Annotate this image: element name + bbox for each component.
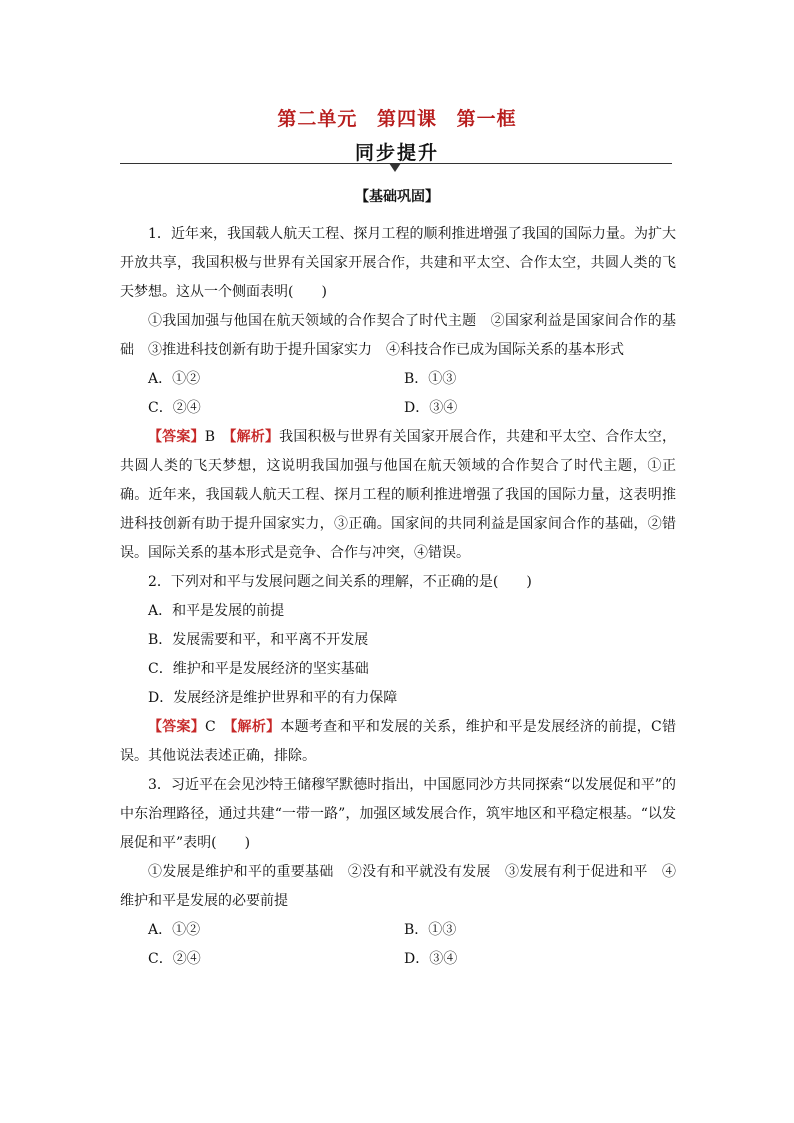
question-3-statements: ①发展是维护和平的重要基础 ②没有和平就没有发展 ③发展有利于促进和平 ④维护和平是发展的必要前提 (120, 864, 676, 909)
analysis-text: 我国积极与世界有关国家开展合作，共建和平太空、合作太空，共圆人类的飞天梦想，这说明我国加强与他国在航天领域的合作契合了时代主题，①正确。近年来，我国载人航天工程、探月工程的顺利推进增强了我国的国际力量，这表明推进科技创新有助于提升国家实力，③正确。国家间的共同利益是国家间合作的基础，②错误。国际关系的基本形式是竞争、合作与冲突，④错误。 (120, 429, 677, 561)
analysis-tag: 【解析】 (230, 719, 281, 735)
section-label: 【基础巩固】 (355, 189, 439, 205)
page-title (0, 104, 794, 131)
question-1-answer (120, 423, 676, 568)
question-1-options-row-2 (120, 394, 676, 423)
option-c: C．②④ (148, 951, 201, 967)
page-subtitle: 同步提升 (354, 142, 439, 164)
option-d: D．③④ (404, 400, 458, 416)
question-2-stem: 2．下列对和平与发展问题之间关系的理解，不正确的是( ) (148, 574, 532, 590)
triangle-down-icon (389, 163, 401, 172)
option-a: A．和平是发展的前提 (148, 603, 285, 619)
question-3-options-row-2 (120, 945, 676, 974)
option-b: B．发展需要和平，和平离不开发展 (148, 632, 369, 648)
option-a: A．①② (148, 922, 201, 938)
option-c: C．②④ (148, 400, 201, 416)
question-1-options-row-1 (120, 365, 676, 394)
answer-value: C (205, 719, 216, 735)
lesson-label: 第四课 (376, 108, 437, 130)
option-d: D．③④ (404, 951, 458, 967)
question-3-stem: 3．习近平在会见沙特王储穆罕默德时指出，中国愿同沙方共同探索“以发展促和平”的中东治理路径，通过共建“一带一路”，加强区域发展合作，筑牢地区和平稳定根基。“以发展促和平”表明( ) (120, 777, 676, 851)
question-2-answer (120, 713, 676, 771)
question-1-stem: 1．近年来，我国载人航天工程、探月工程的顺利推进增强了我国的国际力量。为扩大开放共享，我国积极与世界有关国家开展合作，共建和平太空、合作太空，共圆人类的飞天梦想。这从一个侧面表明( ) (120, 226, 676, 300)
question-1-statements: ①我国加强与他国在航天领域的合作契合了时代主题 ②国家利益是国家间合作的基础 ③推进科技创新有助于提升国家实力 ④科技合作已成为国际关系的基本形式 (120, 313, 676, 358)
option-b: B．①③ (404, 371, 457, 387)
question-3-options-row-1 (120, 916, 676, 945)
option-a: A．①② (148, 371, 201, 387)
answer-value: B (204, 429, 216, 445)
unit-label: 第二单元 (277, 108, 358, 130)
option-c: C．维护和平是发展经济的坚实基础 (148, 661, 369, 677)
option-d: D．发展经济是维护世界和平的有力保障 (148, 690, 398, 706)
analysis-tag: 【解析】 (229, 429, 280, 445)
frame-label: 第一框 (456, 108, 517, 130)
option-b: B．①③ (404, 922, 457, 938)
answer-tag: 【答案】 (148, 429, 205, 445)
answer-tag: 【答案】 (148, 719, 206, 735)
analysis-text: 本题考查和平和发展的关系，维护和平是发展经济的前提，C错误。其他说法表述正确，排除。 (120, 719, 677, 764)
questions (120, 220, 676, 974)
